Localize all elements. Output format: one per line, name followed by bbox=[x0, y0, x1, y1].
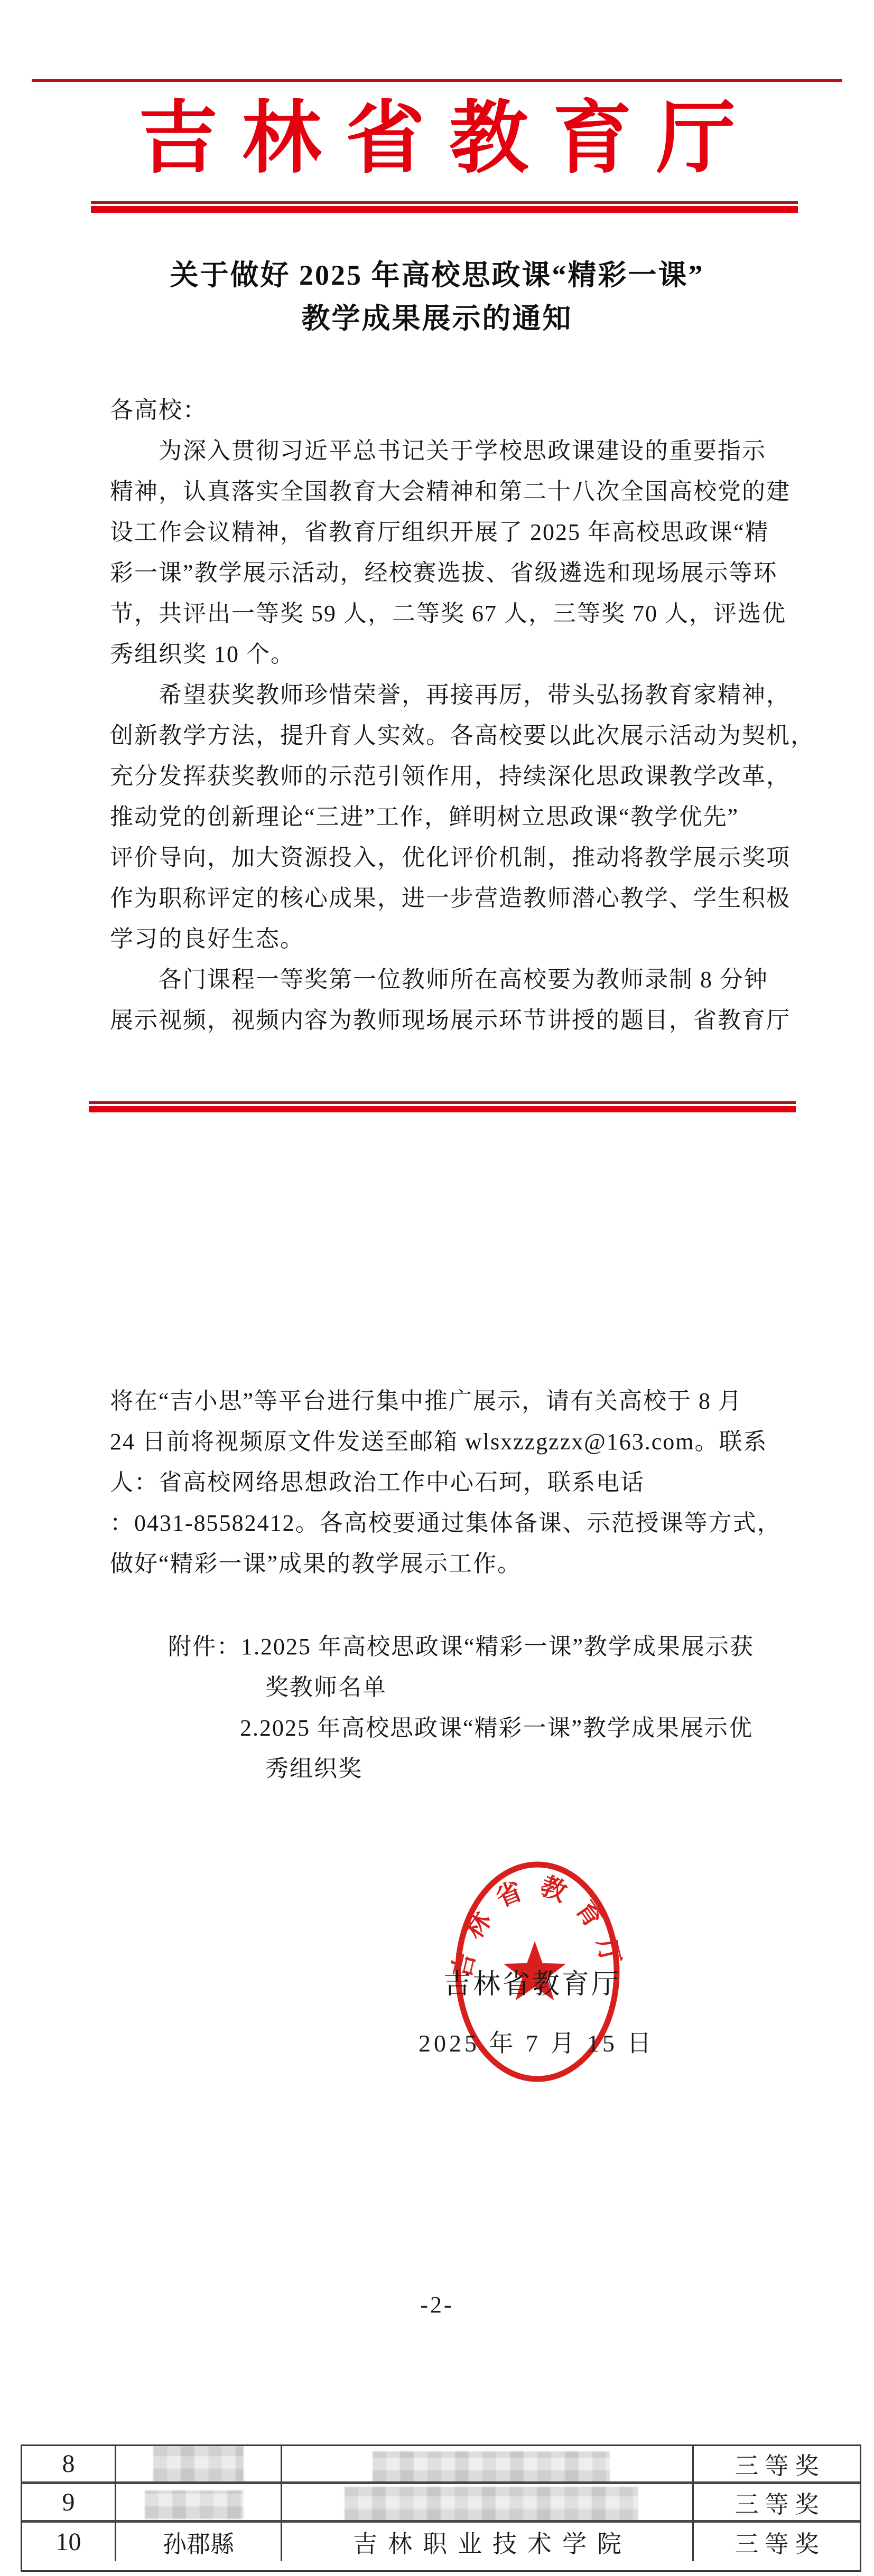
body-page2 bbox=[110, 1381, 782, 1584]
table-row10-name: 孙郡縣 bbox=[116, 2523, 282, 2561]
table-row9-award: 三等奖 bbox=[694, 2484, 860, 2523]
table-row8-school-redacted bbox=[282, 2446, 694, 2484]
body-page1 bbox=[110, 390, 815, 1041]
body-line: 彩一课”教学展示活动，经校赛选拔、省级遴选和现场展示等环 bbox=[110, 560, 778, 586]
body-line: 推动党的创新理论“三进”工作，鲜明树立思政课“教学优先” bbox=[110, 804, 739, 830]
doc-title-line2: 教学成果展示的通知 bbox=[301, 303, 573, 334]
issue-date: 2025 年 7 月 15 日 bbox=[419, 2030, 655, 2057]
table-row9-school-redacted bbox=[282, 2484, 694, 2523]
body-line: 设工作会议精神，省教育厅组织开展了 2025 年高校思政课“精 bbox=[110, 519, 769, 545]
attachment-line: 秀组织奖 bbox=[265, 1756, 362, 1782]
body-line: 展示视频，视频内容为教师现场展示环节讲授的题目，省教育厅 bbox=[110, 1007, 791, 1033]
body-line: 节，共评出一等奖 59 人，二等奖 67 人，三等奖 70 人，评选优 bbox=[110, 601, 786, 626]
salutation: 各高校： bbox=[110, 397, 207, 423]
attachment-line: 奖教师名单 bbox=[265, 1674, 387, 1700]
attachment-line: 附件：1.2025 年高校思政课“精彩一课”教学成果展示获 bbox=[168, 1634, 755, 1660]
attachment-list bbox=[168, 1626, 754, 1789]
table-row8-name-redacted bbox=[116, 2446, 282, 2484]
letterhead-rule-thick bbox=[91, 206, 798, 213]
letterhead-agency-title: 吉林省教育厅 bbox=[138, 95, 760, 183]
award-table bbox=[21, 2444, 861, 2572]
redaction-mosaic bbox=[345, 2487, 638, 2522]
pagebreak-rule-thin bbox=[89, 1101, 796, 1104]
body-line: 创新教学方法，提升育人实效。各高校要以此次展示活动为契机， bbox=[110, 723, 815, 748]
body-line: 为深入贯彻习近平总书记关于学校思政课建设的重要指示 bbox=[159, 438, 766, 464]
body-line: ：0431-85582412。各高校要通过集体备课、示范授课等方式， bbox=[110, 1510, 782, 1536]
redaction-mosaic bbox=[153, 2446, 244, 2481]
body-line: 充分发挥获奖教师的示范引领作用，持续深化思政课教学改革， bbox=[110, 763, 791, 789]
body-line: 作为职称评定的核心成果，进一步营造教师潜心教学、学生积极 bbox=[110, 885, 791, 911]
table-row8-no: 8 bbox=[22, 2446, 116, 2484]
body-line: 学习的良好生态。 bbox=[110, 926, 304, 952]
redaction-mosaic bbox=[373, 2451, 610, 2483]
doc-title-line1: 关于做好 2025 年高校思政课“精彩一课” bbox=[170, 259, 704, 291]
table-row8-award: 三等奖 bbox=[694, 2446, 860, 2484]
body-line: 各门课程一等奖第一位教师所在高校要为教师录制 8 分钟 bbox=[159, 967, 768, 992]
table-row10-school: 吉林职业技术学院 bbox=[282, 2523, 694, 2561]
body-line: 做好“精彩一课”成果的教学展示工作。 bbox=[110, 1551, 522, 1577]
table-row10-award: 三等奖 bbox=[734, 2531, 825, 2558]
body-line: 24 日前将视频原文件发送至邮箱 wlsxzzgzzx@163.com。联系 bbox=[110, 1429, 768, 1455]
page-number: -2- bbox=[420, 2292, 454, 2318]
body-line: 精神，认真落实全国教育大会精神和第二十八次全国高校党的建 bbox=[110, 479, 791, 504]
body-line: 人：省高校网络思想政治工作中心石珂，联系电话 bbox=[110, 1469, 645, 1495]
pagebreak-rule-thick bbox=[89, 1106, 796, 1112]
seal-ring-text: 吉林省教育厅 bbox=[447, 1871, 628, 1981]
body-line: 评价导向，加大资源投入，优化评价机制，推动将教学展示奖项 bbox=[110, 845, 791, 870]
issuer-signature: 吉林省教育厅 bbox=[443, 1970, 621, 2000]
body-line: 秀组织奖 10 个。 bbox=[110, 641, 295, 667]
letterhead-rule-thin bbox=[91, 201, 798, 204]
body-line: 将在“吉小思”等平台进行集中推广展示，请有关高校于 8 月 bbox=[110, 1388, 743, 1414]
redaction-mosaic bbox=[145, 2490, 244, 2519]
body-line: 希望获奖教师珍惜荣誉，再接再厉，带头弘扬教育家精神， bbox=[159, 682, 791, 708]
attachment-line: 2.2025 年高校思政课“精彩一课”教学成果展示优 bbox=[240, 1715, 754, 1741]
top-red-rule bbox=[32, 79, 842, 82]
table-row9-name-redacted bbox=[116, 2484, 282, 2523]
table-row10-no: 10 bbox=[22, 2523, 116, 2561]
table-row9-no: 9 bbox=[22, 2484, 116, 2523]
